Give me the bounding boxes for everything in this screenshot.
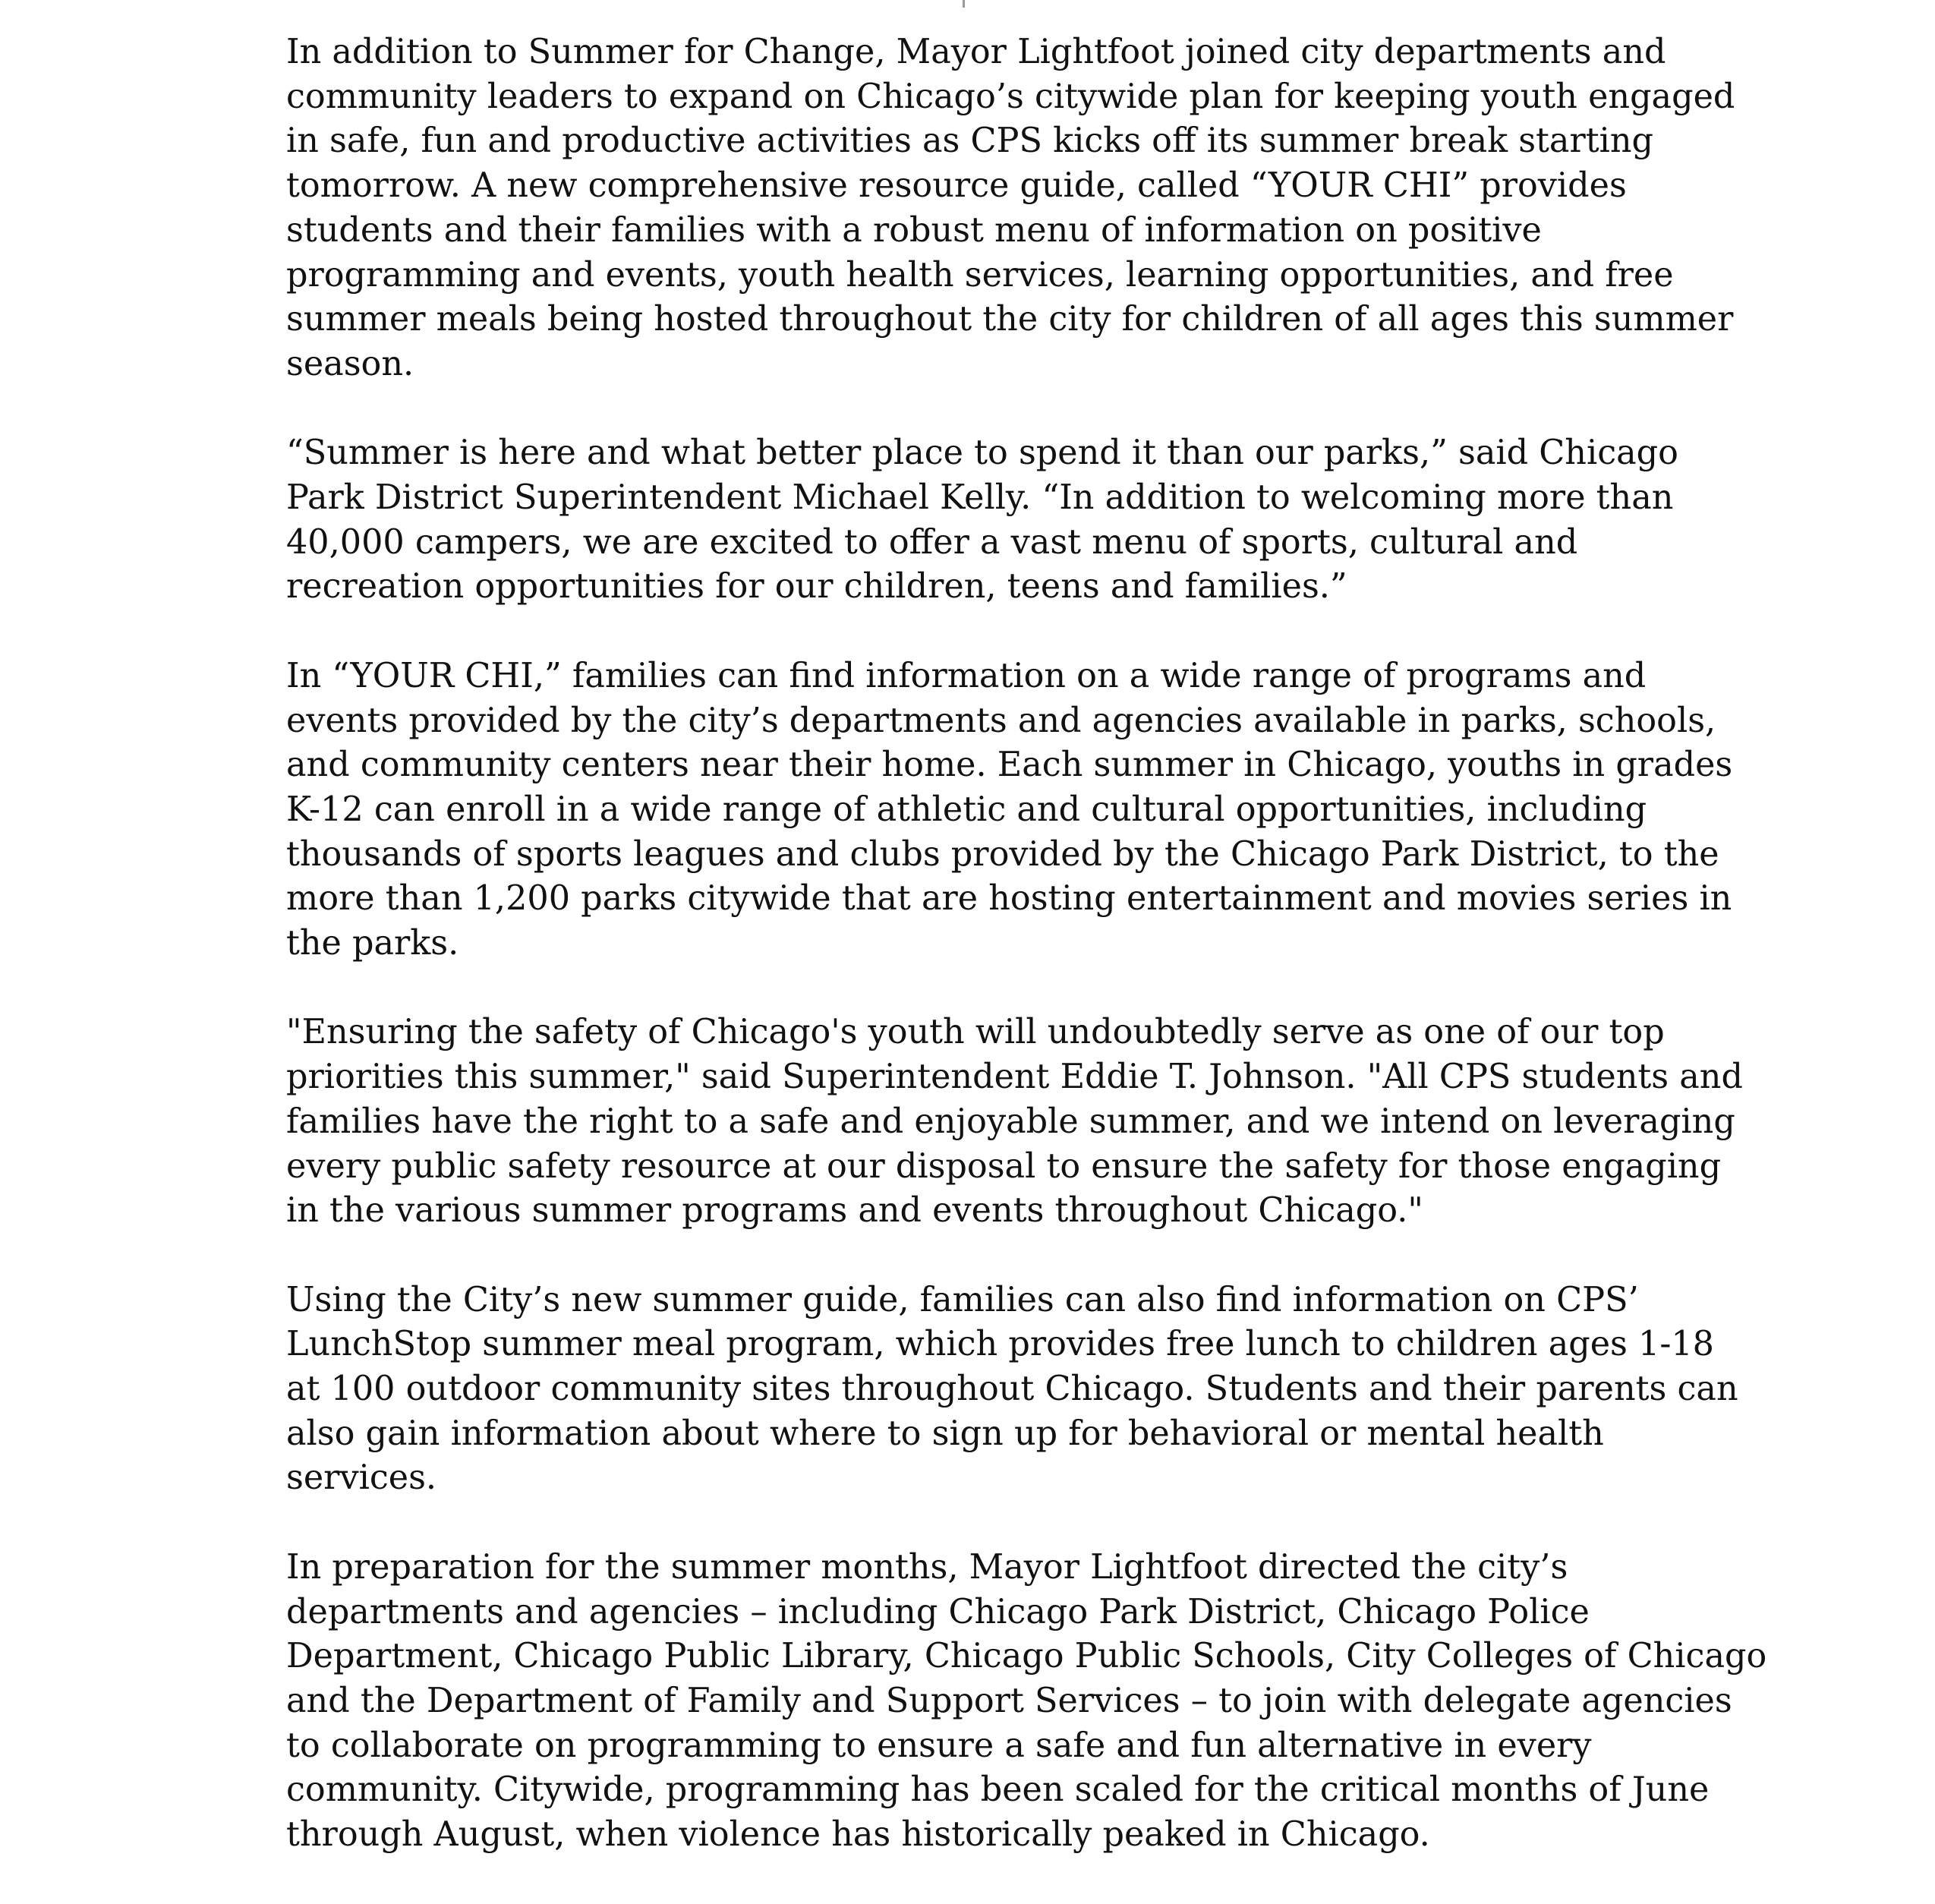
paragraph-line: services. bbox=[286, 1458, 437, 1498]
paragraph-line: departments and agencies – including Chicago Park District, Chicago Police bbox=[286, 1592, 1590, 1631]
paragraph-line: programming and events, youth health services, learning opportunities, and free bbox=[286, 255, 1674, 295]
paragraph-line: K-12 can enroll in a wide range of athletic and cultural opportunities, including bbox=[286, 790, 1647, 829]
paragraph-line: season. bbox=[286, 344, 414, 383]
paragraph-line: thousands of sports leagues and clubs provided by the Chicago Park District, to the bbox=[286, 834, 1719, 874]
paragraph-line: LunchStop summer meal program, which provides free lunch to children ages 1-18 bbox=[286, 1325, 1714, 1364]
paragraph-line: the parks. bbox=[286, 924, 459, 963]
paragraph-line: summer meals being hosted throughout the city for children of all ages this summer bbox=[286, 300, 1734, 339]
paragraph-line: every public safety resource at our disposal to ensure the safety for those engaging bbox=[286, 1146, 1722, 1186]
page-top-mark bbox=[963, 0, 965, 8]
paragraph-line: to collaborate on programming to ensure a safe and fun alternative in every bbox=[286, 1726, 1592, 1765]
paragraph-line: Park District Superintendent Michael Kelly. “In addition to welcoming more than bbox=[286, 478, 1674, 518]
paragraph-line: also gain information about where to sign up for behavioral or mental health bbox=[286, 1414, 1604, 1453]
paragraph-line: and the Department of Family and Support Services – to join with delegate agencies bbox=[286, 1681, 1732, 1720]
paragraph bbox=[286, 1278, 1738, 1502]
paragraph-line: Department, Chicago Public Library, Chicago Public Schools, City Colleges of Chicago bbox=[286, 1637, 1767, 1676]
paragraph-line: priorities this summer," said Superintendent Eddie T. Johnson. "All CPS students and bbox=[286, 1058, 1743, 1097]
paragraph-line: and community centers near their home. Each summer in Chicago, youths in grades bbox=[286, 746, 1733, 785]
paragraph-line: recreation opportunities for our children, teens and families.” bbox=[286, 567, 1347, 607]
paragraph-line: in the various summer programs and events throughout Chicago." bbox=[286, 1191, 1423, 1231]
paragraph-line: In addition to Summer for Change, Mayor Lightfoot joined city departments and bbox=[286, 33, 1666, 71]
paragraph-line: students and their families with a robust menu of information on positive bbox=[286, 210, 1542, 250]
paragraph bbox=[286, 431, 1678, 610]
paragraph-line: tomorrow. A new comprehensive resource guide, called “YOUR CHI” provides bbox=[286, 166, 1627, 206]
paragraph-line: community. Citywide, programming has been scaled for the critical months of June bbox=[286, 1770, 1710, 1810]
paragraph-line: in safe, fun and productive activities as CPS kicks off its summer break starting bbox=[286, 121, 1653, 161]
paragraph-line: "Ensuring the safety of Chicago's youth will undoubtedly serve as one of our top bbox=[286, 1013, 1665, 1052]
paragraph bbox=[286, 1010, 1743, 1234]
paragraph-line: Using the City’s new summer guide, families can also find information on CPS’ bbox=[286, 1280, 1639, 1319]
paragraph bbox=[286, 654, 1733, 966]
paragraph-line: community leaders to expand on Chicago’s citywide plan for keeping youth engaged bbox=[286, 77, 1735, 116]
paragraph-line: families have the right to a safe and enjoyable summer, and we intend on leveraging bbox=[286, 1102, 1735, 1141]
paragraph-line: In “YOUR CHI,” families can find information on a wide range of programs and bbox=[286, 656, 1647, 695]
paragraph bbox=[286, 30, 1735, 387]
paragraph-line: more than 1,200 parks citywide that are hosting entertainment and movies series in bbox=[286, 879, 1732, 919]
press-release-body bbox=[286, 30, 1767, 1902]
paragraph-line: through August, when violence has historically peaked in Chicago. bbox=[286, 1815, 1430, 1855]
paragraph-line: “Summer is here and what better place to spend it than our parks,” said Chicago bbox=[286, 433, 1678, 473]
paragraph-line: In preparation for the summer months, Mayor Lightfoot directed the city’s bbox=[286, 1547, 1568, 1587]
paragraph-line: events provided by the city’s departments and agencies available in parks, schools, bbox=[286, 701, 1716, 740]
paragraph-line: at 100 outdoor community sites throughout Chicago. Students and their parents can bbox=[286, 1370, 1738, 1409]
paragraph bbox=[286, 1546, 1767, 1858]
paragraph-line: 40,000 campers, we are excited to offer a vast menu of sports, cultural and bbox=[286, 522, 1578, 562]
